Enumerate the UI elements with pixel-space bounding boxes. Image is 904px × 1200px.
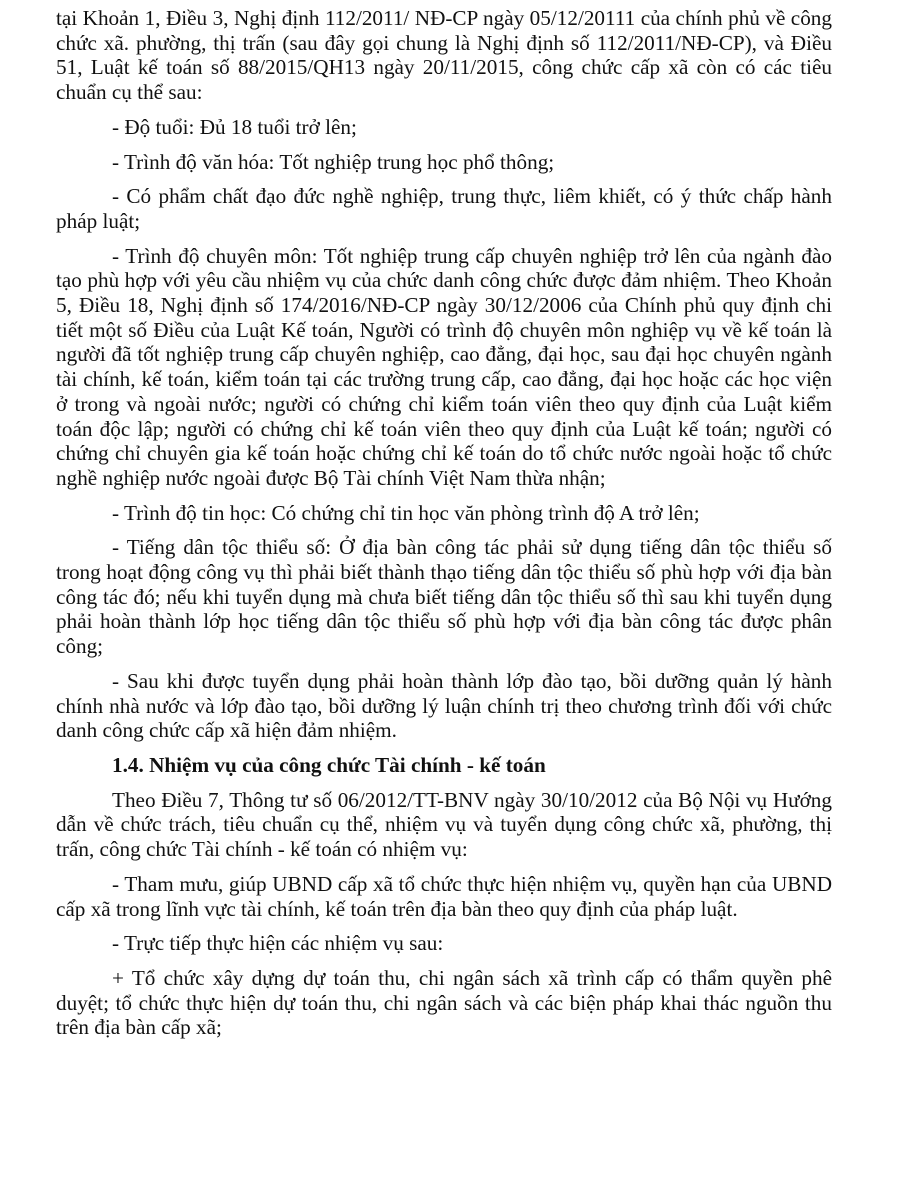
paragraph-training: - Sau khi được tuyển dụng phải hoàn thành lớp đào tạo, bồi dưỡng quản lý hành chính nhà nước và lớp đào tạo, bồi dưỡng lý luận chính trị theo chương trình đối với chức danh công chức cấp xã hiện đảm nhiệm.: [56, 668, 832, 743]
paragraph-intro: tại Khoản 1, Điều 3, Nghị định 112/2011/ NĐ-CP ngày 05/12/20111 của chính phủ về công chức xã. phường, thị trấn (sau đây gọi chung là Nghị định số 112/2011/NĐ-CP), và Điều 51, Luật kế toán số 88/2015/QH13 ngày 20/11/2015, công chức cấp xã còn có các tiêu chuẩn cụ thể sau:: [56, 6, 832, 105]
paragraph-ethnic-language: - Tiếng dân tộc thiểu số: Ở địa bàn công tác phải sử dụng tiếng dân tộc thiểu số trong hoạt động công vụ thì phải biết thành thạo tiếng dân tộc thiểu số phù hợp với địa bàn công tác đó; nếu khi tuyển dụng mà chưa biết tiếng dân tộc thiểu số thì sau khi tuyển dụng phải hoàn thành lớp học tiếng dân tộc thiểu số phù hợp với địa bàn công tác được phân công;: [56, 535, 832, 659]
paragraph-direct-tasks: - Trực tiếp thực hiện các nhiệm vụ sau:: [112, 931, 444, 956]
paragraph-duties-intro: Theo Điều 7, Thông tư số 06/2012/TT-BNV ngày 30/10/2012 của Bộ Nội vụ Hướng dẫn về chức trách, tiêu chuẩn cụ thể, nhiệm vụ và tuyển dụng công chức xã, phường, thị trấn, công chức Tài chính - kế toán có nhiệm vụ:: [56, 787, 832, 862]
paragraph-it-skills: - Trình độ tin học: Có chứng chỉ tin học văn phòng trình độ A trở lên;: [112, 500, 700, 525]
paragraph-age: - Độ tuổi: Đủ 18 tuổi trở lên;: [112, 114, 357, 139]
document-page: [56, 6, 832, 1050]
paragraph-ethics: - Có phẩm chất đạo đức nghề nghiệp, trung thực, liêm khiết, có ý thức chấp hành pháp luật;: [56, 184, 832, 233]
paragraph-qualification: - Trình độ chuyên môn: Tốt nghiệp trung cấp chuyên nghiệp trở lên của ngành đào tạo phù hợp với yêu cầu nhiệm vụ của chức danh công chức được đảm nhiệm. Theo Khoản 5, Điều 18, Nghị định số 174/2016/NĐ-CP ngày 30/12/2006 của Chính phủ quy định chi tiết một số Điều của Luật Kế toán, Người có trình độ chuyên môn nghiệp vụ về kế toán là người đã tốt nghiệp trung cấp chuyên nghiệp, cao đẳng, đại học, sau đại học chuyên ngành tài chính, kế toán, kiểm toán tại các trường trung cấp, cao đẳng, đại học hoặc các học viện ở trong và ngoài nước; người có chứng chỉ kiểm toán viên theo quy định của Luật kiểm toán độc lập; người có chứng chỉ kế toán viên theo quy định của Luật kế toán; người có chứng chỉ chuyên gia kế toán hoặc chứng chỉ kế toán do tổ chức nước ngoài hoặc tổ chức nghề nghiệp nước ngoài được Bộ Tài chính Việt Nam thừa nhận;: [56, 243, 832, 490]
paragraph-advise: - Tham mưu, giúp UBND cấp xã tổ chức thực hiện nhiệm vụ, quyền hạn của UBND cấp xã trong lĩnh vực tài chính, kế toán trên địa bàn theo quy định của pháp luật.: [56, 871, 832, 921]
section-heading: 1.4. Nhiệm vụ của công chức Tài chính - kế toán: [112, 752, 546, 777]
paragraph-budget: + Tổ chức xây dựng dự toán thu, chi ngân sách xã trình cấp có thẩm quyền phê duyệt; tổ chức thực hiện dự toán thu, chi ngân sách và các biện pháp khai thác nguồn thu trên địa bàn cấp xã;: [56, 965, 832, 1040]
paragraph-education: - Trình độ văn hóa: Tốt nghiệp trung học phổ thông;: [112, 149, 555, 174]
